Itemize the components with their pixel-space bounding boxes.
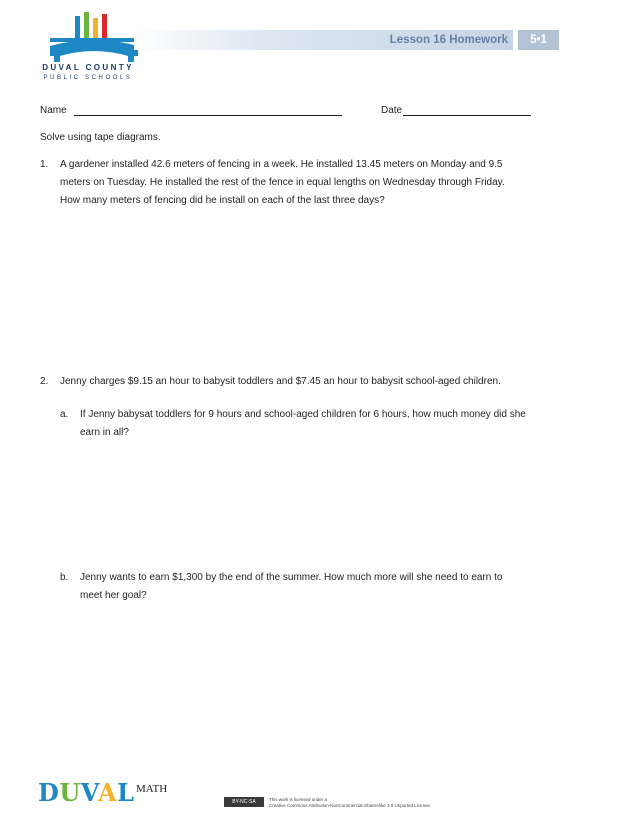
problem-2-text: Jenny charges $9.15 an hour to babysit toddlers and $7.45 an hour to babysit school-aged children.	[60, 376, 501, 387]
cc-license-badge[interactable]: BY-NC-SA	[224, 797, 264, 807]
license-text-line[interactable]: Creative Commons Attribution-NonCommercial-ShareAlike 3.0 Unported License.	[269, 803, 432, 808]
problem-1-text-line: How many meters of fencing did he install on each of the last three days?	[60, 195, 385, 206]
district-name: DUVAL COUNTY	[42, 63, 134, 72]
problem-1-number: 1.	[40, 159, 49, 170]
problem-2-number: 2.	[40, 376, 49, 387]
district-subtitle: PUBLIC SCHOOLS	[43, 75, 133, 81]
problem-2a-text-line: earn in all?	[80, 427, 129, 438]
name-label: Name	[40, 105, 67, 116]
footer-duval-logo	[38, 780, 135, 806]
problem-2b-text-line: Jenny wants to earn $1,300 by the end of the summer. How much more will she need to earn to	[80, 572, 503, 583]
name-field[interactable]	[74, 104, 342, 116]
footer-math-label: MATH	[136, 783, 168, 795]
date-label: Date	[381, 105, 403, 116]
problem-2a-text-line: If Jenny babysat toddlers for 9 hours and school-aged children for 6 hours, how much money did she	[80, 409, 526, 420]
grade-module-badge: 5•1	[518, 30, 559, 50]
instructions: Solve using tape diagrams.	[40, 132, 161, 143]
problem-2a-label: a.	[60, 409, 69, 420]
date-field[interactable]	[403, 104, 531, 116]
problem-1-text-line: meters on Tuesday. He installed the rest of the fence in equal lengths on Wednesday through Friday.	[60, 177, 505, 188]
footer-logo-letter: L	[117, 778, 135, 807]
problem-1-text-line: A gardener installed 42.6 meters of fencing in a week. He installed 13.45 meters on Monday and 9.5	[60, 159, 503, 170]
footer-logo-letter: V	[80, 778, 99, 807]
footer-logo-letter: A	[98, 778, 118, 807]
lesson-title: Lesson 16 Homework	[389, 34, 508, 46]
footer-logo-letter: U	[59, 778, 81, 807]
problem-2b-label: b.	[60, 572, 69, 583]
footer-logo-letter: D	[38, 778, 60, 807]
problem-2b-text-line: meet her goal?	[80, 590, 147, 601]
license-text-line: This work is licensed under a	[269, 797, 328, 802]
